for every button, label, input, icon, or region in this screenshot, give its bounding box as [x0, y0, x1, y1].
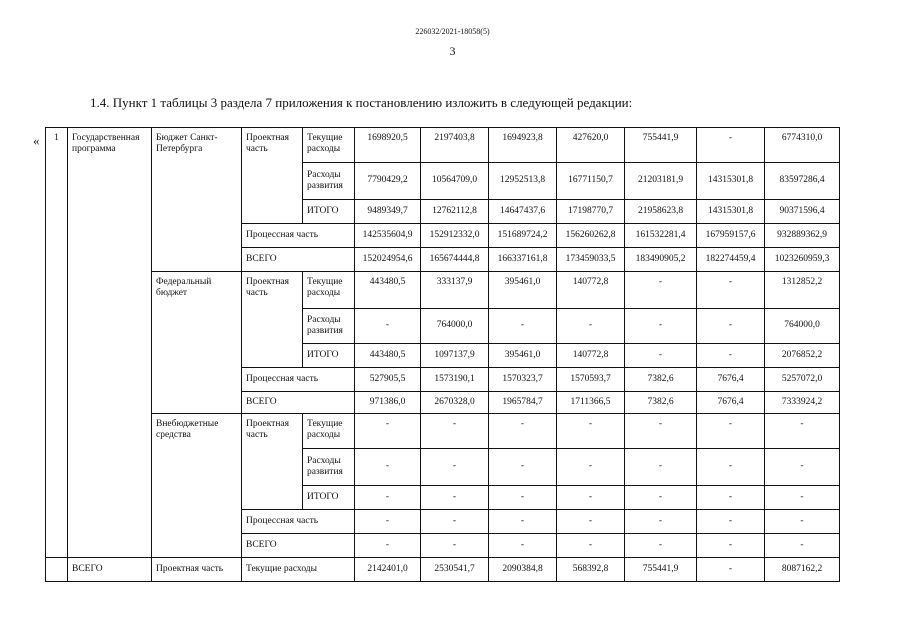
spb-current-cell: - — [697, 128, 765, 163]
spb-vsego-cell: 152024954,6 — [355, 248, 421, 272]
total-cell: - — [697, 558, 765, 582]
spb-vsego-cell: 1023260959,3 — [765, 248, 840, 272]
process-part-label: Процессная часть — [242, 510, 355, 534]
process-part-label: Процессная часть — [242, 368, 355, 392]
spb-development-cell: 12952513,8 — [489, 163, 557, 200]
federal-itogo-cell: - — [625, 344, 697, 368]
offbudget-vsego-cell: - — [355, 534, 421, 558]
spb-itogo-cell: 12762112,8 — [421, 200, 489, 224]
row-number-cell: 1 — [46, 128, 68, 558]
federal-vsego-cell: 7676,4 — [697, 392, 765, 414]
spb-itogo-cell: 9489349,7 — [355, 200, 421, 224]
total-cell: 2142401,0 — [355, 558, 421, 582]
federal-current-cell: - — [697, 272, 765, 309]
federal-development-cell: - — [625, 309, 697, 344]
federal-current-cell: 140772,8 — [557, 272, 625, 309]
spb-current-cell: 1694923,8 — [489, 128, 557, 163]
offbudget-process-cell: - — [355, 510, 421, 534]
current-expenses-label: Текущие расходы — [303, 272, 355, 309]
federal-current-cell: 333137,9 — [421, 272, 489, 309]
offbudget-itogo-cell: - — [489, 486, 557, 510]
spb-development-cell: 83597286,4 — [765, 163, 840, 200]
federal-current-cell: 1312852,2 — [765, 272, 840, 309]
federal-development-cell: - — [557, 309, 625, 344]
total-label: ВСЕГО — [68, 558, 152, 582]
spb-process-cell: 142535604,9 — [355, 224, 421, 248]
offbudget-development-cell: - — [355, 449, 421, 486]
spb-itogo-cell: 14647437,6 — [489, 200, 557, 224]
spb-itogo-cell: 90371596,4 — [765, 200, 840, 224]
spb-itogo-cell: 14315301,8 — [697, 200, 765, 224]
offbudget-current-cell: - — [489, 414, 557, 449]
spb-process-cell: 932889362,9 — [765, 224, 840, 248]
opening-quote-mark: « — [33, 133, 40, 148]
spb-process-cell: 161532281,4 — [625, 224, 697, 248]
federal-vsego-cell: 2670328,0 — [421, 392, 489, 414]
total-cell: 8087162,2 — [765, 558, 840, 582]
federal-itogo-cell: - — [697, 344, 765, 368]
offbudget-label: Внебюджетные средства — [152, 414, 242, 558]
spb-development-cell: 14315301,8 — [697, 163, 765, 200]
page-number: 3 — [449, 44, 456, 58]
federal-itogo-cell: 2076852,2 — [765, 344, 840, 368]
vsego-label: ВСЕГО — [242, 248, 355, 272]
spb-development-cell: 16771150,7 — [557, 163, 625, 200]
offbudget-development-cell: - — [625, 449, 697, 486]
spb-current-cell: 755441,9 — [625, 128, 697, 163]
development-expenses-label: Расходы развития — [303, 309, 355, 344]
federal-process-cell: 7676,4 — [697, 368, 765, 392]
offbudget-development-cell: - — [557, 449, 625, 486]
spb-development-cell: 10564709,0 — [421, 163, 489, 200]
budget-spb-label: Бюджет Санкт-Петербурга — [152, 128, 242, 272]
total-row-number-cell — [46, 558, 68, 582]
spb-current-cell: 6774310,0 — [765, 128, 840, 163]
spb-itogo-cell: 21958623,8 — [625, 200, 697, 224]
offbudget-current-cell: - — [421, 414, 489, 449]
total-cell: 755441,9 — [625, 558, 697, 582]
federal-vsego-cell: 7382,6 — [625, 392, 697, 414]
development-expenses-label: Расходы развития — [303, 163, 355, 200]
table-row — [46, 128, 840, 163]
spb-vsego-cell: 173459033,5 — [557, 248, 625, 272]
federal-development-cell: - — [697, 309, 765, 344]
federal-vsego-cell: 971386,0 — [355, 392, 421, 414]
spb-vsego-cell: 165674444,8 — [421, 248, 489, 272]
offbudget-itogo-cell: - — [625, 486, 697, 510]
offbudget-current-cell: - — [697, 414, 765, 449]
total-project-part-label: Проектная часть — [152, 558, 242, 582]
development-expenses-label: Расходы развития — [303, 449, 355, 486]
spb-process-cell: 167959157,6 — [697, 224, 765, 248]
total-cell: 2090384,8 — [489, 558, 557, 582]
project-part-label: Проектная часть — [242, 128, 303, 224]
itogo-label: ИТОГО — [303, 344, 355, 368]
federal-process-cell: 1570593,7 — [557, 368, 625, 392]
spb-process-cell: 152912332,0 — [421, 224, 489, 248]
federal-vsego-cell: 1965784,7 — [489, 392, 557, 414]
federal-current-cell: 443480,5 — [355, 272, 421, 309]
federal-budget-label: Федеральный бюджет — [152, 272, 242, 414]
offbudget-vsego-cell: - — [557, 534, 625, 558]
offbudget-process-cell: - — [489, 510, 557, 534]
offbudget-vsego-cell: - — [697, 534, 765, 558]
federal-process-cell: 5257072,0 — [765, 368, 840, 392]
offbudget-development-cell: - — [765, 449, 840, 486]
document-id: 226032/2021-18058(5) — [415, 27, 490, 36]
spb-development-cell: 7790429,2 — [355, 163, 421, 200]
offbudget-vsego-cell: - — [489, 534, 557, 558]
offbudget-itogo-cell: - — [421, 486, 489, 510]
offbudget-itogo-cell: - — [765, 486, 840, 510]
project-part-label: Проектная часть — [242, 272, 303, 368]
spb-development-cell: 21203181,9 — [625, 163, 697, 200]
spb-current-cell: 2197403,8 — [421, 128, 489, 163]
itogo-label: ИТОГО — [303, 486, 355, 510]
table-row — [46, 558, 840, 582]
offbudget-current-cell: - — [765, 414, 840, 449]
federal-itogo-cell: 395461,0 — [489, 344, 557, 368]
federal-itogo-cell: 1097137,9 — [421, 344, 489, 368]
total-cell: 2530541,7 — [421, 558, 489, 582]
total-cell: 568392,8 — [557, 558, 625, 582]
process-part-label: Процессная часть — [242, 224, 355, 248]
spb-process-cell: 156260262,8 — [557, 224, 625, 248]
federal-itogo-cell: 140772,8 — [557, 344, 625, 368]
offbudget-itogo-cell: - — [557, 486, 625, 510]
federal-vsego-cell: 7333924,2 — [765, 392, 840, 414]
section-heading: 1.4. Пункт 1 таблицы 3 раздела 7 приложения к постановлению изложить в следующей редакции: — [90, 95, 633, 110]
spb-vsego-cell: 166337161,8 — [489, 248, 557, 272]
project-part-label: Проектная часть — [242, 414, 303, 510]
offbudget-development-cell: - — [421, 449, 489, 486]
spb-current-cell: 427620,0 — [557, 128, 625, 163]
offbudget-current-cell: - — [355, 414, 421, 449]
federal-process-cell: 1573190,1 — [421, 368, 489, 392]
offbudget-process-cell: - — [625, 510, 697, 534]
spb-current-cell: 1698920,5 — [355, 128, 421, 163]
table-row — [46, 272, 840, 309]
program-label: Государственная программа — [68, 128, 152, 558]
federal-development-cell: - — [489, 309, 557, 344]
offbudget-current-cell: - — [557, 414, 625, 449]
federal-development-cell: 764000,0 — [765, 309, 840, 344]
vsego-label: ВСЕГО — [242, 392, 355, 414]
offbudget-vsego-cell: - — [765, 534, 840, 558]
offbudget-itogo-cell: - — [355, 486, 421, 510]
offbudget-process-cell: - — [765, 510, 840, 534]
table-row — [46, 414, 840, 449]
federal-process-cell: 1570323,7 — [489, 368, 557, 392]
offbudget-process-cell: - — [697, 510, 765, 534]
offbudget-current-cell: - — [625, 414, 697, 449]
offbudget-process-cell: - — [421, 510, 489, 534]
offbudget-vsego-cell: - — [421, 534, 489, 558]
federal-process-cell: 527905,5 — [355, 368, 421, 392]
total-current-expenses-label: Текущие расходы — [242, 558, 355, 582]
offbudget-vsego-cell: - — [625, 534, 697, 558]
offbudget-development-cell: - — [697, 449, 765, 486]
offbudget-process-cell: - — [557, 510, 625, 534]
financing-table — [45, 127, 840, 582]
federal-itogo-cell: 443480,5 — [355, 344, 421, 368]
spb-vsego-cell: 183490905,2 — [625, 248, 697, 272]
current-expenses-label: Текущие расходы — [303, 414, 355, 449]
federal-vsego-cell: 1711366,5 — [557, 392, 625, 414]
federal-current-cell: 395461,0 — [489, 272, 557, 309]
federal-development-cell: - — [355, 309, 421, 344]
spb-itogo-cell: 17198770,7 — [557, 200, 625, 224]
spb-vsego-cell: 182274459,4 — [697, 248, 765, 272]
offbudget-itogo-cell: - — [697, 486, 765, 510]
spb-process-cell: 151689724,2 — [489, 224, 557, 248]
vsego-label: ВСЕГО — [242, 534, 355, 558]
offbudget-development-cell: - — [489, 449, 557, 486]
current-expenses-label: Текущие расходы — [303, 128, 355, 163]
itogo-label: ИТОГО — [303, 200, 355, 224]
federal-process-cell: 7382,6 — [625, 368, 697, 392]
federal-current-cell: - — [625, 272, 697, 309]
federal-development-cell: 764000,0 — [421, 309, 489, 344]
